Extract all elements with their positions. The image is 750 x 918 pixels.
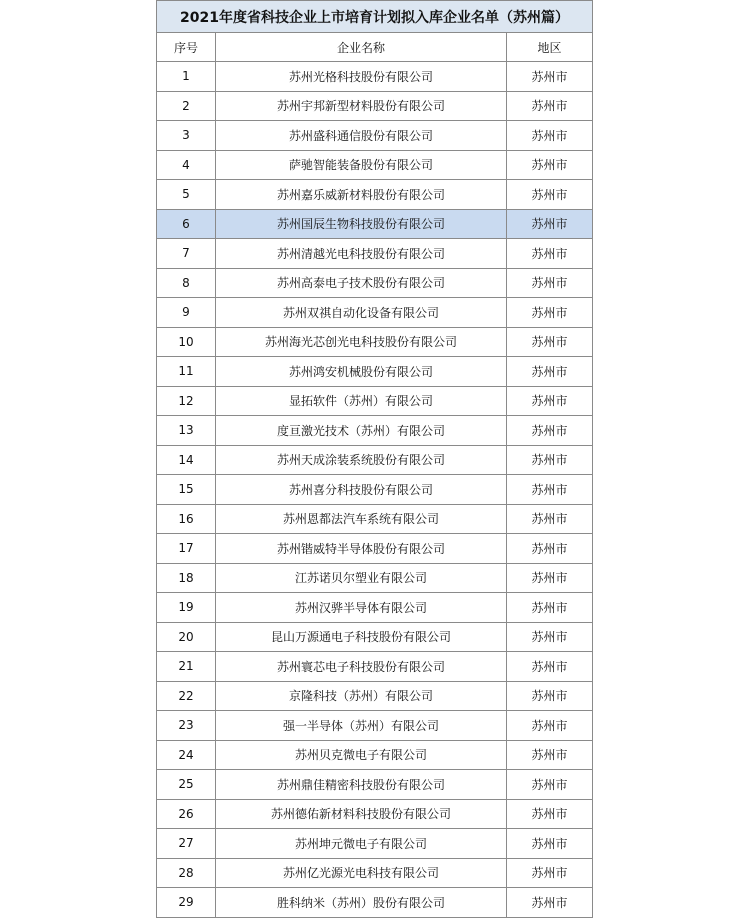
row-number-cell[interactable]: 4 <box>157 150 216 180</box>
table-row[interactable] <box>157 799 593 829</box>
company-name-cell[interactable]: 京隆科技（苏州）有限公司 <box>216 681 507 711</box>
company-name-cell[interactable]: 苏州鸿安机械股份有限公司 <box>216 357 507 387</box>
table-row[interactable] <box>157 268 593 298</box>
table-title[interactable]: 2021年度省科技企业上市培育计划拟入库企业名单（苏州篇） <box>157 1 593 33</box>
company-name-cell[interactable]: 苏州喜分科技股份有限公司 <box>216 475 507 505</box>
area-cell[interactable]: 苏州市 <box>507 268 593 298</box>
row-number-cell[interactable]: 14 <box>157 445 216 475</box>
table-row[interactable] <box>157 888 593 918</box>
area-cell[interactable]: 苏州市 <box>507 829 593 859</box>
area-cell[interactable]: 苏州市 <box>507 180 593 210</box>
area-cell[interactable]: 苏州市 <box>507 416 593 446</box>
header-no[interactable]: 序号 <box>157 33 216 62</box>
area-cell[interactable]: 苏州市 <box>507 681 593 711</box>
header-area[interactable]: 地区 <box>507 33 593 62</box>
row-number-cell[interactable]: 27 <box>157 829 216 859</box>
row-number-cell[interactable]: 3 <box>157 121 216 151</box>
company-list-table <box>156 0 593 918</box>
area-cell[interactable]: 苏州市 <box>507 563 593 593</box>
company-name-cell[interactable]: 苏州恩都法汽车系统有限公司 <box>216 504 507 534</box>
area-cell[interactable]: 苏州市 <box>507 62 593 92</box>
company-name-cell[interactable]: 苏州国辰生物科技股份有限公司 <box>216 209 507 239</box>
table-row[interactable] <box>157 62 593 92</box>
company-name-cell[interactable]: 显拓软件（苏州）有限公司 <box>216 386 507 416</box>
table-row[interactable] <box>157 534 593 564</box>
header-row <box>157 33 593 62</box>
company-name-cell[interactable]: 苏州清越光电科技股份有限公司 <box>216 239 507 269</box>
row-number-cell[interactable]: 16 <box>157 504 216 534</box>
company-name-cell[interactable]: 苏州双祺自动化设备有限公司 <box>216 298 507 328</box>
table-row[interactable] <box>157 298 593 328</box>
area-cell[interactable]: 苏州市 <box>507 770 593 800</box>
area-cell[interactable]: 苏州市 <box>507 209 593 239</box>
company-name-cell[interactable]: 苏州嘉乐威新材料股份有限公司 <box>216 180 507 210</box>
row-number-cell[interactable]: 23 <box>157 711 216 741</box>
table-row[interactable] <box>157 504 593 534</box>
table-row[interactable] <box>157 563 593 593</box>
spreadsheet-table <box>156 0 592 918</box>
company-name-cell[interactable]: 苏州坤元微电子有限公司 <box>216 829 507 859</box>
company-name-cell[interactable]: 苏州鼎佳精密科技股份有限公司 <box>216 770 507 800</box>
row-number-cell[interactable]: 25 <box>157 770 216 800</box>
company-name-cell[interactable]: 苏州锴威特半导体股份有限公司 <box>216 534 507 564</box>
row-number-cell[interactable]: 28 <box>157 858 216 888</box>
company-name-cell[interactable]: 江苏诺贝尔塑业有限公司 <box>216 563 507 593</box>
company-name-cell[interactable]: 强一半导体（苏州）有限公司 <box>216 711 507 741</box>
area-cell[interactable]: 苏州市 <box>507 711 593 741</box>
area-cell[interactable]: 苏州市 <box>507 740 593 770</box>
company-name-cell[interactable]: 度亘激光技术（苏州）有限公司 <box>216 416 507 446</box>
row-number-cell[interactable]: 1 <box>157 62 216 92</box>
table-row[interactable] <box>157 416 593 446</box>
row-number-cell[interactable]: 15 <box>157 475 216 505</box>
row-number-cell[interactable]: 9 <box>157 298 216 328</box>
area-cell[interactable]: 苏州市 <box>507 652 593 682</box>
table-body <box>157 62 593 918</box>
company-name-cell[interactable]: 苏州贝克微电子有限公司 <box>216 740 507 770</box>
table-row[interactable] <box>157 91 593 121</box>
row-number-cell[interactable]: 22 <box>157 681 216 711</box>
row-number-cell[interactable]: 8 <box>157 268 216 298</box>
table-row[interactable] <box>157 711 593 741</box>
area-cell[interactable]: 苏州市 <box>507 504 593 534</box>
company-name-cell[interactable]: 萨驰智能装备股份有限公司 <box>216 150 507 180</box>
row-number-cell[interactable]: 18 <box>157 563 216 593</box>
table-row[interactable] <box>157 475 593 505</box>
area-cell[interactable]: 苏州市 <box>507 121 593 151</box>
row-number-cell[interactable]: 5 <box>157 180 216 210</box>
area-cell[interactable]: 苏州市 <box>507 445 593 475</box>
area-cell[interactable]: 苏州市 <box>507 327 593 357</box>
company-name-cell[interactable]: 苏州德佑新材料科技股份有限公司 <box>216 799 507 829</box>
company-name-cell[interactable]: 苏州亿光源光电科技有限公司 <box>216 858 507 888</box>
table-row[interactable] <box>157 829 593 859</box>
area-cell[interactable]: 苏州市 <box>507 888 593 918</box>
table-row[interactable] <box>157 150 593 180</box>
area-cell[interactable]: 苏州市 <box>507 150 593 180</box>
table-row[interactable] <box>157 622 593 652</box>
company-name-cell[interactable]: 苏州天成涂装系统股份有限公司 <box>216 445 507 475</box>
company-name-cell[interactable]: 胜科纳米（苏州）股份有限公司 <box>216 888 507 918</box>
table-row[interactable] <box>157 652 593 682</box>
row-number-cell[interactable]: 12 <box>157 386 216 416</box>
area-cell[interactable]: 苏州市 <box>507 799 593 829</box>
table-row[interactable] <box>157 770 593 800</box>
area-cell[interactable]: 苏州市 <box>507 357 593 387</box>
table-row[interactable] <box>157 357 593 387</box>
area-cell[interactable]: 苏州市 <box>507 239 593 269</box>
table-row[interactable] <box>157 121 593 151</box>
row-number-cell[interactable]: 17 <box>157 534 216 564</box>
row-number-cell[interactable]: 20 <box>157 622 216 652</box>
area-cell[interactable]: 苏州市 <box>507 475 593 505</box>
row-number-cell[interactable]: 2 <box>157 91 216 121</box>
company-name-cell[interactable]: 苏州高泰电子技术股份有限公司 <box>216 268 507 298</box>
table-row[interactable] <box>157 593 593 623</box>
company-name-cell[interactable]: 苏州盛科通信股份有限公司 <box>216 121 507 151</box>
area-cell[interactable]: 苏州市 <box>507 858 593 888</box>
table-row[interactable] <box>157 327 593 357</box>
row-number-cell[interactable]: 11 <box>157 357 216 387</box>
area-cell[interactable]: 苏州市 <box>507 91 593 121</box>
area-cell[interactable]: 苏州市 <box>507 534 593 564</box>
row-number-cell[interactable]: 26 <box>157 799 216 829</box>
company-name-cell[interactable]: 苏州海光芯创光电科技股份有限公司 <box>216 327 507 357</box>
row-number-cell[interactable]: 29 <box>157 888 216 918</box>
row-number-cell[interactable]: 6 <box>157 209 216 239</box>
company-name-cell[interactable]: 苏州汉骅半导体有限公司 <box>216 593 507 623</box>
table-row[interactable] <box>157 239 593 269</box>
table-row[interactable] <box>157 681 593 711</box>
table-row[interactable] <box>157 445 593 475</box>
company-name-cell[interactable]: 苏州光格科技股份有限公司 <box>216 62 507 92</box>
area-cell[interactable]: 苏州市 <box>507 386 593 416</box>
title-row <box>157 1 593 33</box>
row-number-cell[interactable]: 13 <box>157 416 216 446</box>
table-row[interactable] <box>157 180 593 210</box>
company-name-cell[interactable]: 苏州寰芯电子科技股份有限公司 <box>216 652 507 682</box>
table-row[interactable] <box>157 740 593 770</box>
row-number-cell[interactable]: 21 <box>157 652 216 682</box>
header-company-name[interactable]: 企业名称 <box>216 33 507 62</box>
row-number-cell[interactable]: 24 <box>157 740 216 770</box>
row-number-cell[interactable]: 7 <box>157 239 216 269</box>
row-number-cell[interactable]: 10 <box>157 327 216 357</box>
table-row[interactable] <box>157 858 593 888</box>
row-number-cell[interactable]: 19 <box>157 593 216 623</box>
area-cell[interactable]: 苏州市 <box>507 622 593 652</box>
table-row[interactable] <box>157 209 593 239</box>
company-name-cell[interactable]: 苏州宇邦新型材料股份有限公司 <box>216 91 507 121</box>
company-name-cell[interactable]: 昆山万源通电子科技股份有限公司 <box>216 622 507 652</box>
table-row[interactable] <box>157 386 593 416</box>
area-cell[interactable]: 苏州市 <box>507 593 593 623</box>
area-cell[interactable]: 苏州市 <box>507 298 593 328</box>
